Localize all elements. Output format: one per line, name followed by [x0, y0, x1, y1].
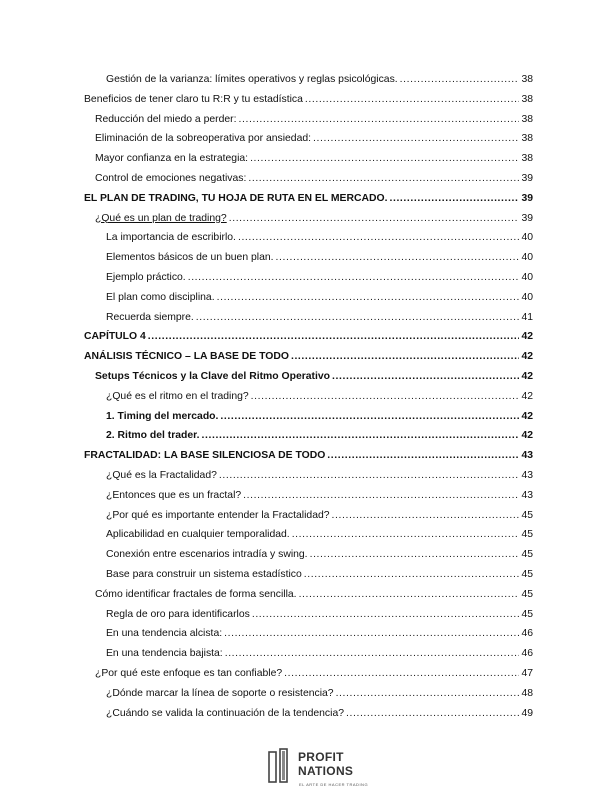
toc-entry-page: 38 — [521, 133, 533, 145]
toc-entry[interactable] — [95, 363, 533, 383]
toc-entry-title: ¿Entonces que es un fractal? — [106, 489, 242, 501]
toc-entry-title: ¿Qué es la Fractalidad? — [106, 470, 217, 481]
toc-entry[interactable] — [84, 185, 533, 205]
toc-entry[interactable] — [95, 660, 533, 680]
toc-entry-page: 38 — [521, 74, 533, 85]
toc-entry-page: 38 — [521, 93, 533, 105]
toc-entry-page: 40 — [521, 291, 533, 303]
toc-entry-page: 42 — [521, 371, 533, 382]
toc-entry-page: 42 — [521, 351, 533, 363]
toc-leader-dots — [389, 192, 519, 205]
toc-entry-page: 46 — [521, 648, 533, 660]
toc-leader-dots — [225, 647, 520, 660]
toc-leader-dots — [276, 251, 520, 264]
toc-entry-title: En una tendencia alcista: — [106, 628, 223, 640]
toc-entry-title: Reducción del miedo a perder: — [95, 113, 237, 125]
toc-entry[interactable] — [106, 244, 533, 264]
toc-leader-dots — [196, 311, 520, 324]
toc-entry-page: 45 — [521, 529, 533, 541]
toc-leader-dots — [251, 390, 520, 403]
toc-leader-dots — [202, 429, 520, 442]
toc-entry-title: 2. Ritmo del trader. — [106, 430, 200, 442]
toc-entry-title: Ejemplo práctico. — [106, 272, 186, 283]
toc-entry-page: 42 — [521, 390, 533, 402]
toc-entry[interactable] — [95, 165, 533, 185]
toc-entry[interactable] — [84, 323, 533, 343]
toc-entry-page: 45 — [521, 509, 533, 521]
toc-entry-title: ¿Por qué es importante entender la Fractalidad? — [106, 509, 330, 521]
toc-entry[interactable] — [106, 403, 533, 423]
toc-entry-page: 40 — [521, 252, 533, 264]
toc-leader-dots — [332, 370, 519, 383]
toc-entry-page: 45 — [521, 549, 533, 561]
toc-entry-page: 43 — [521, 470, 533, 481]
toc-leader-dots — [400, 73, 520, 86]
toc-entry-title: FRACTALIDAD: LA BASE SILENCIOSA DE TODO — [84, 450, 326, 462]
toc-leader-dots — [336, 687, 520, 700]
toc-entry-page: 42 — [521, 430, 533, 442]
toc-entry[interactable] — [106, 601, 533, 621]
toc-leader-dots — [220, 410, 519, 423]
toc-entry-title: 1. Timing del mercado. — [106, 410, 219, 422]
toc-leader-dots — [243, 489, 519, 502]
toc-entry-title: ¿Dónde marcar la línea de soporte o resistencia? — [106, 687, 334, 699]
toc-entry-title: EL PLAN DE TRADING, TU HOJA DE RUTA EN EL MERCADO. — [84, 192, 388, 204]
toc-entry-title: ¿Por qué este enfoque es tan confiable? — [95, 668, 283, 679]
toc-leader-dots — [304, 568, 520, 581]
toc-entry-page: 38 — [521, 113, 533, 125]
toc-entry-title: Control de emociones negativas: — [95, 173, 247, 184]
toc-entry-title: ¿Qué es el ritmo en el trading? — [106, 390, 249, 402]
toc-entry[interactable] — [106, 680, 533, 700]
toc-entry[interactable] — [95, 106, 533, 126]
logo-line-2: NATIONS — [298, 764, 354, 778]
toc-entry-title: Conexión entre escenarios intradía y swing. — [106, 549, 308, 561]
toc-entry[interactable] — [84, 442, 533, 462]
toc-leader-dots — [219, 469, 520, 482]
toc-leader-dots — [188, 271, 520, 284]
toc-entry[interactable] — [95, 205, 533, 225]
toc-entry[interactable] — [106, 284, 533, 304]
logo-tagline: EL ARTE DE HACER TRADING — [299, 782, 369, 787]
toc-entry[interactable] — [106, 383, 533, 403]
toc-entry-title: En una tendencia bajista: — [106, 648, 223, 660]
toc-entry-page: 40 — [521, 232, 533, 244]
toc-entry[interactable] — [106, 224, 533, 244]
toc-leader-dots — [327, 449, 519, 462]
toc-entry-title: El plan como disciplina. — [106, 291, 215, 303]
toc-entry[interactable] — [95, 145, 533, 165]
toc-entry[interactable] — [106, 462, 533, 482]
toc-entry-page: 43 — [521, 489, 533, 501]
toc-entry-page: 49 — [521, 707, 533, 719]
toc-entry[interactable] — [106, 66, 533, 86]
toc-entry-title: Setups Técnicos y la Clave del Ritmo Operativo — [95, 371, 331, 382]
toc-leader-dots — [346, 707, 519, 720]
toc-entry-page: 43 — [521, 450, 533, 462]
toc-entry-title: CAPÍTULO 4 — [84, 331, 146, 343]
toc-leader-dots — [248, 172, 519, 185]
toc-entry[interactable] — [106, 640, 533, 660]
toc-entry[interactable] — [106, 264, 533, 284]
profit-nations-logo — [268, 748, 388, 792]
toc-entry-page: 39 — [521, 212, 533, 224]
toc-entry[interactable] — [106, 482, 533, 502]
toc-entry-title: Mayor confianza en la estrategia: — [95, 153, 249, 165]
toc-leader-dots — [291, 350, 519, 363]
toc-entry-page: 39 — [521, 192, 533, 204]
toc-entry-title: Base para construir un sistema estadístico — [106, 569, 302, 580]
toc-entry[interactable] — [106, 620, 533, 640]
toc-leader-dots — [310, 548, 520, 561]
toc-entry-title: Eliminación de la sobreoperativa por ansiedad: — [95, 133, 312, 145]
toc-entry[interactable] — [95, 125, 533, 145]
toc-entry-page: 40 — [521, 272, 533, 283]
toc-entry-title: Regla de oro para identificarlos — [106, 608, 250, 620]
toc-entry-title: Gestión de la varianza: límites operativos y reglas psicológicas. — [106, 74, 398, 85]
toc-entry[interactable] — [106, 422, 533, 442]
toc-entry-title: Recuerda siempre. — [106, 311, 194, 323]
toc-entry-title: ANÁLISIS TÉCNICO – LA BASE DE TODO — [84, 351, 289, 363]
toc-entry-page: 45 — [521, 608, 533, 620]
toc-leader-dots — [292, 528, 520, 541]
logo-mark-icon — [268, 748, 292, 784]
toc-entry[interactable] — [95, 581, 533, 601]
toc-entry-page: 38 — [521, 153, 533, 165]
toc-leader-dots — [224, 627, 519, 640]
toc-leader-dots — [299, 588, 520, 601]
toc-entry[interactable] — [106, 304, 533, 324]
toc-leader-dots — [284, 667, 519, 680]
toc-entry-page: 42 — [521, 331, 533, 343]
toc-entry-title: Aplicabilidad en cualquier temporalidad. — [106, 529, 290, 541]
toc-entry[interactable] — [106, 561, 533, 581]
toc-entry[interactable] — [106, 502, 533, 522]
toc-entry-title: ¿Cuándo se valida la continuación de la tendencia? — [106, 707, 344, 719]
toc-entry[interactable] — [84, 86, 533, 106]
toc-entry-page: 48 — [521, 687, 533, 699]
toc-leader-dots — [250, 152, 519, 165]
toc-leader-dots — [148, 330, 520, 343]
toc-leader-dots — [229, 212, 520, 225]
toc-entry-page: 41 — [521, 311, 533, 323]
toc-entry-page: 39 — [521, 173, 533, 184]
toc-entry-title: La importancia de escribirlo. — [106, 232, 236, 244]
toc-entry-page: 46 — [521, 628, 533, 640]
toc-entry-title: Beneficios de tener claro tu R:R y tu estadística — [84, 93, 303, 105]
toc-entry-page: 47 — [521, 668, 533, 679]
toc-leader-dots — [332, 509, 520, 522]
toc-leader-dots — [313, 132, 519, 145]
toc-entry[interactable] — [106, 700, 533, 720]
toc-leader-dots — [217, 291, 520, 304]
toc-entry[interactable] — [106, 521, 533, 541]
logo-wordmark — [298, 750, 353, 778]
toc-entry-title: ¿Qué es un plan de trading? — [95, 212, 227, 224]
toc-entry-title: Elementos básicos de un buen plan. — [106, 252, 274, 264]
toc-leader-dots — [238, 231, 519, 244]
toc-entry-title: Cómo identificar fractales de forma sencilla. — [95, 588, 297, 600]
toc-entry-page: 45 — [521, 588, 533, 600]
toc-entry-page: 42 — [521, 410, 533, 422]
toc-entry[interactable] — [84, 343, 533, 363]
toc-leader-dots — [239, 113, 520, 126]
toc-leader-dots — [305, 93, 520, 106]
toc-leader-dots — [252, 608, 520, 621]
toc-entry-page: 45 — [521, 569, 533, 580]
logo-line-1: PROFIT — [298, 750, 344, 764]
toc-entry[interactable] — [106, 541, 533, 561]
